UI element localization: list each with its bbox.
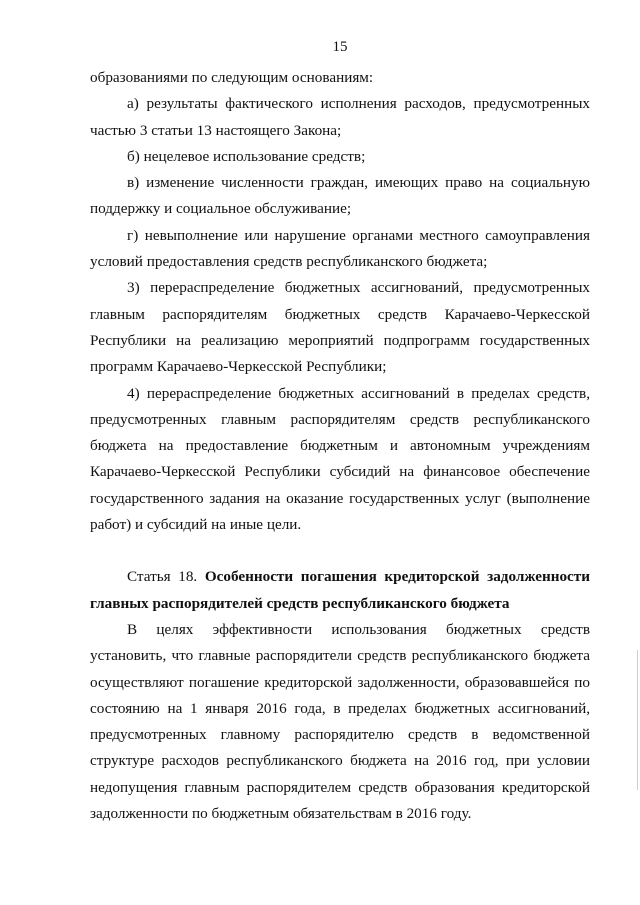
article-label: Статья 18.: [127, 568, 198, 586]
paragraph-item-v: в) изменение численности граждан, имеющих право на социальную поддержку и социальное обслуживание;: [90, 174, 590, 218]
article-heading: [90, 564, 590, 617]
article-text: В целях эффективности использования бюджетных средств установить, что главные распорядители средств республиканского бюджета осуществляют погашение кредиторской задолженности, образовавшейся по состоянию на 1 января 2016 года, в пределах бюджетных ассигнований, предусмотренных главному распорядителю средств в ведомственной структуре расходов республиканского бюджета на 2016 год, при условии недопущения главным распорядителем средств образования кредиторской задолженности по бюджетным обязательствам в 2016 году.: [90, 620, 590, 823]
paragraph-item-b: б) нецелевое использование средств;: [127, 147, 366, 165]
paragraph-item-3: 3) перераспределение бюджетных ассигнований, предусмотренных главным распорядителям бюджетных средств Карачаево-Черкесской Республики на реализацию мероприятий подпрограмм государственных программ Карачаево-Черкесской Республики;: [90, 279, 590, 376]
article-18: [90, 564, 590, 827]
article-title: Особенности погашения кредиторской задолженности главных распорядителей средств республиканского бюджета: [90, 568, 591, 612]
paragraph-item-4: 4) перераспределение бюджетных ассигнований в пределах средств, предусмотренных главным распорядителям средств республиканского бюджета на предоставление бюджетным и автономным учреждениям Карачаево-Черкесской Республики субсидий на финансовое обеспечение государственного задания на оказание государственных услуг (выполнение работ) и субсидий на иные цели.: [90, 384, 590, 534]
scan-edge-line: [637, 650, 638, 790]
body-text: [90, 65, 590, 827]
page-number: 15: [332, 39, 348, 55]
paragraph-item-g: г) невыполнение или нарушение органами местного самоуправления условий предоставления средств республиканского бюджета;: [90, 226, 590, 271]
paragraph-continuation: образованиями по следующим основаниям:: [90, 69, 374, 86]
paragraph-item-a: а) результаты фактического исполнения расходов, предусмотренных частью 3 статьи 13 настоящего Закона;: [90, 95, 590, 139]
